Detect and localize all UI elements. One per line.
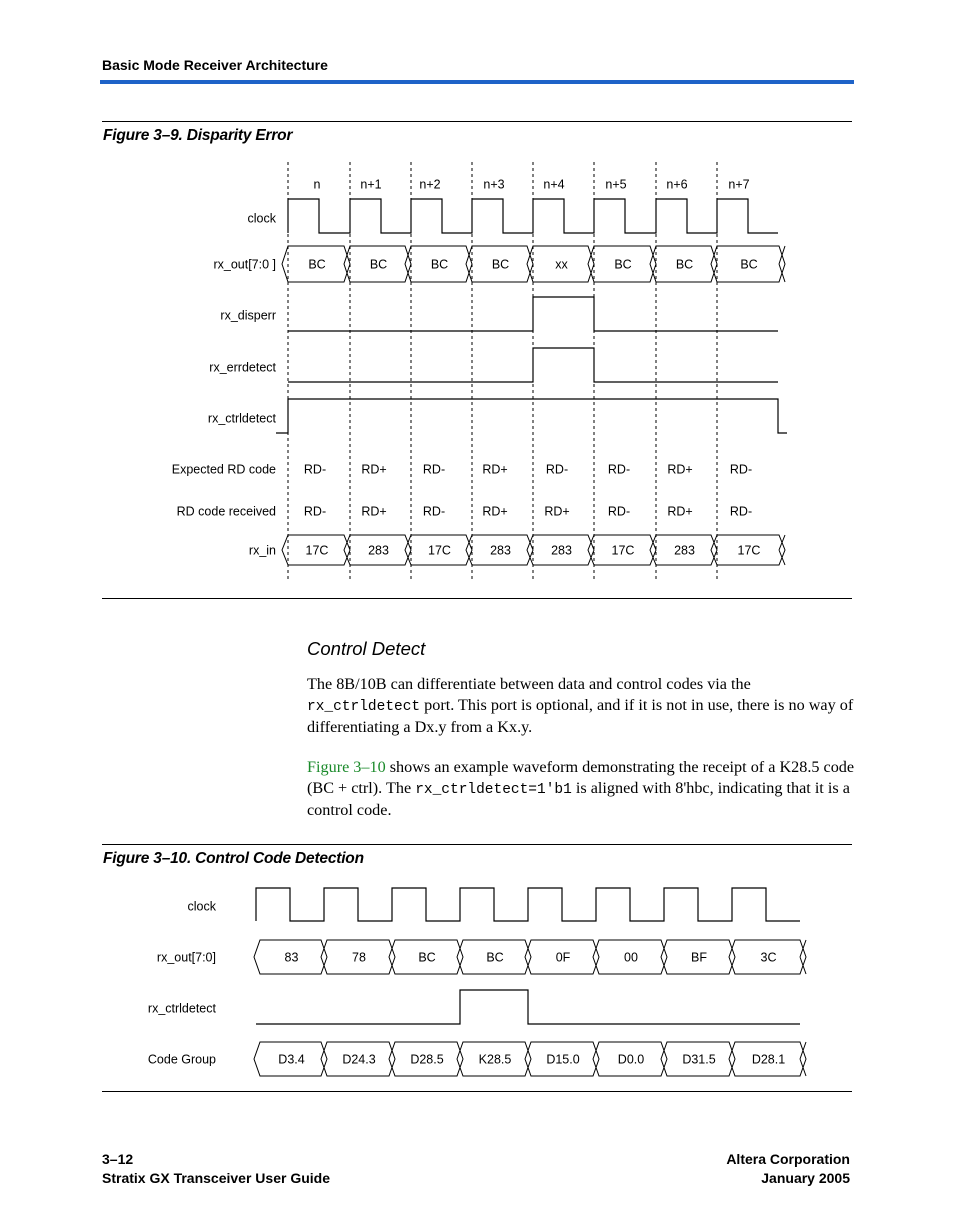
fig9-expected-rd: RD-	[607, 462, 631, 477]
fig10-rx-out-bus	[254, 940, 806, 974]
fig9-rx-out-value: BC	[740, 257, 758, 272]
fig9-rx-out-value: BC	[614, 257, 632, 272]
fig10-rx-out-value: BF	[691, 950, 707, 965]
fig9-received-rd-row	[304, 504, 752, 518]
fig9-rx-out-value: xx	[555, 257, 568, 272]
fig10-signal-label: rx_out[7:0]	[156, 950, 216, 965]
fig9-rx-disperr-wave	[288, 297, 778, 331]
footer-right	[726, 1150, 850, 1188]
figure10-top-rule	[102, 844, 852, 845]
figure9-timing-diagram	[0, 0, 954, 600]
figure10-timing-diagram	[0, 870, 954, 1095]
fig10-code-group-value: D0.0	[617, 1052, 645, 1067]
fig9-rx-in-end	[779, 535, 785, 565]
fig9-signal-label: rx_errdetect	[209, 360, 276, 375]
fig9-expected-rd: RD+	[482, 462, 508, 477]
fig9-signal-labels	[172, 211, 277, 557]
fig9-cycle-label: n+4	[543, 177, 565, 192]
fig10-rx-out-value: 3C	[760, 950, 777, 965]
fig9-rx-out-value: BC	[675, 257, 694, 272]
fig10-rx-out-value: 0F	[555, 950, 571, 965]
fig10-rx-out-value: BC	[418, 950, 436, 965]
fig9-rx-out-end	[779, 246, 785, 282]
footer-date: January 2005	[761, 1170, 850, 1186]
figure10-bottom-rule	[102, 1091, 852, 1092]
fig9-expected-rd: RD+	[361, 462, 387, 477]
fig10-rx-out-value: BC	[486, 950, 504, 965]
fig9-received-rd: RD-	[303, 504, 327, 519]
fig9-signal-label: rx_out[7:0 ]	[213, 257, 276, 272]
p2-text-1: shows an example waveform demonstrating the receipt of a K28.5 code (BC + ctrl). The	[307, 758, 855, 797]
fig10-signal-labels	[148, 899, 217, 1066]
fig10-code-group-end	[800, 1042, 806, 1076]
fig9-expected-rd: RD-	[545, 462, 569, 477]
fig9-rx-in-value: 283	[674, 543, 695, 558]
p1-code-rx-ctrldetect: rx_ctrldetect	[307, 698, 421, 715]
footer-company: Altera Corporation	[726, 1151, 850, 1167]
fig9-signal-label: rx_disperr	[220, 308, 276, 323]
fig9-received-rd: RD-	[729, 504, 753, 519]
fig10-rx-out-value: 00	[624, 950, 638, 965]
fig9-cycle-label: n+5	[605, 177, 627, 192]
figure-3-10-link[interactable]: Figure 3–10	[307, 758, 386, 776]
paragraph-1	[307, 674, 855, 738]
fig9-rx-in-value: 17C	[305, 543, 329, 558]
fig9-received-rd: RD-	[607, 504, 631, 519]
fig9-signal-label: rx_ctrldetect	[207, 411, 276, 426]
footer-page-number: 3–12	[102, 1151, 134, 1167]
fig10-code-group-bus	[254, 1042, 806, 1076]
fig9-cycle-label: n+7	[728, 177, 750, 192]
fig10-rx-out-value: 78	[352, 950, 366, 965]
fig9-cycle-label: n+6	[666, 177, 688, 192]
p1-text-2: port. This port is optional, and if it is not in use, there is no way of differentiating a Dx.y from a Kx.y.	[307, 695, 854, 736]
fig9-signal-label: RD code received	[176, 504, 276, 519]
paragraph-2	[307, 757, 855, 821]
section-title: Control Detect	[307, 638, 426, 659]
fig9-rx-out-value: BC	[308, 257, 326, 272]
fig9-clock-wave	[288, 199, 778, 233]
fig9-received-rd: RD+	[361, 504, 387, 519]
fig9-cycle-labels	[314, 177, 750, 191]
fig9-signal-label: clock	[247, 211, 276, 226]
fig9-rx-errdetect-wave	[288, 348, 778, 382]
fig9-rx-out-value: BC	[369, 257, 388, 272]
fig9-rx-in-value: 283	[368, 543, 389, 558]
fig10-rx-out-value: 83	[284, 950, 299, 965]
fig10-code-group-value: D28.5	[410, 1052, 444, 1067]
fig9-expected-rd: RD-	[422, 462, 446, 477]
fig9-rx-in-value: 17C	[428, 543, 451, 558]
fig9-signal-label: Expected RD code	[171, 462, 276, 477]
figure9-bottom-rule	[102, 598, 852, 599]
fig9-rx-in-value: 17C	[611, 543, 635, 558]
fig9-received-rd: RD+	[482, 504, 508, 519]
fig9-expected-rd: RD+	[667, 462, 693, 477]
p2-text-2: is aligned with 8'hbc, indicating that it is a control code.	[307, 778, 850, 819]
p2-code-ctrldetect: rx_ctrldetect=1'b1	[415, 781, 572, 798]
p1-text-1: The 8B/10B can differentiate between data and control codes via the	[307, 675, 751, 693]
fig9-expected-rd-row	[304, 462, 752, 476]
fig9-rx-ctrldetect-wave	[276, 399, 787, 433]
fig9-signal-label: rx_in	[248, 543, 276, 558]
fig9-received-rd: RD+	[667, 504, 693, 519]
fig10-signal-label: rx_ctrldetect	[147, 1001, 216, 1016]
fig10-code-group-value: K28.5	[478, 1052, 512, 1067]
fig10-clock-wave	[256, 888, 800, 921]
fig10-code-group-value: D24.3	[342, 1052, 376, 1067]
fig9-rx-out-value: BC	[430, 257, 449, 272]
fig10-code-group-value: D28.1	[751, 1052, 786, 1067]
figure10-caption: Figure 3–10. Control Code Detection	[103, 850, 364, 867]
fig9-received-rd: RD+	[544, 504, 570, 519]
fig10-code-group-value: D31.5	[682, 1052, 716, 1067]
fig10-signal-label: Code Group	[147, 1052, 216, 1067]
fig10-signal-label: clock	[187, 899, 216, 914]
fig10-code-group-value: D15.0	[546, 1052, 580, 1067]
fig9-cycle-label: n	[313, 177, 321, 192]
fig9-expected-rd: RD-	[729, 462, 753, 477]
footer-left	[102, 1150, 330, 1188]
fig9-cycle-label: n+3	[483, 177, 505, 192]
fig9-expected-rd: RD-	[303, 462, 327, 477]
fig9-rx-out-value: BC	[491, 257, 510, 272]
fig9-rx-in-value: 17C	[737, 543, 761, 558]
fig9-cycle-label: n+1	[360, 177, 382, 192]
fig9-rx-in-value: 283	[551, 543, 572, 558]
fig9-received-rd: RD-	[422, 504, 446, 519]
fig9-cycle-label: n+2	[419, 177, 441, 192]
figure9-caption: Figure 3–9. Disparity Error	[103, 127, 293, 144]
fig9-rx-in-value: 283	[490, 543, 511, 558]
fig10-code-group-value: D3.4	[278, 1052, 305, 1067]
fig10-rx-ctrldetect-wave	[256, 990, 800, 1024]
running-header: Basic Mode Receiver Architecture	[102, 57, 328, 73]
fig10-rx-out-end	[800, 940, 806, 974]
footer-guide-title: Stratix GX Transceiver User Guide	[102, 1170, 330, 1186]
